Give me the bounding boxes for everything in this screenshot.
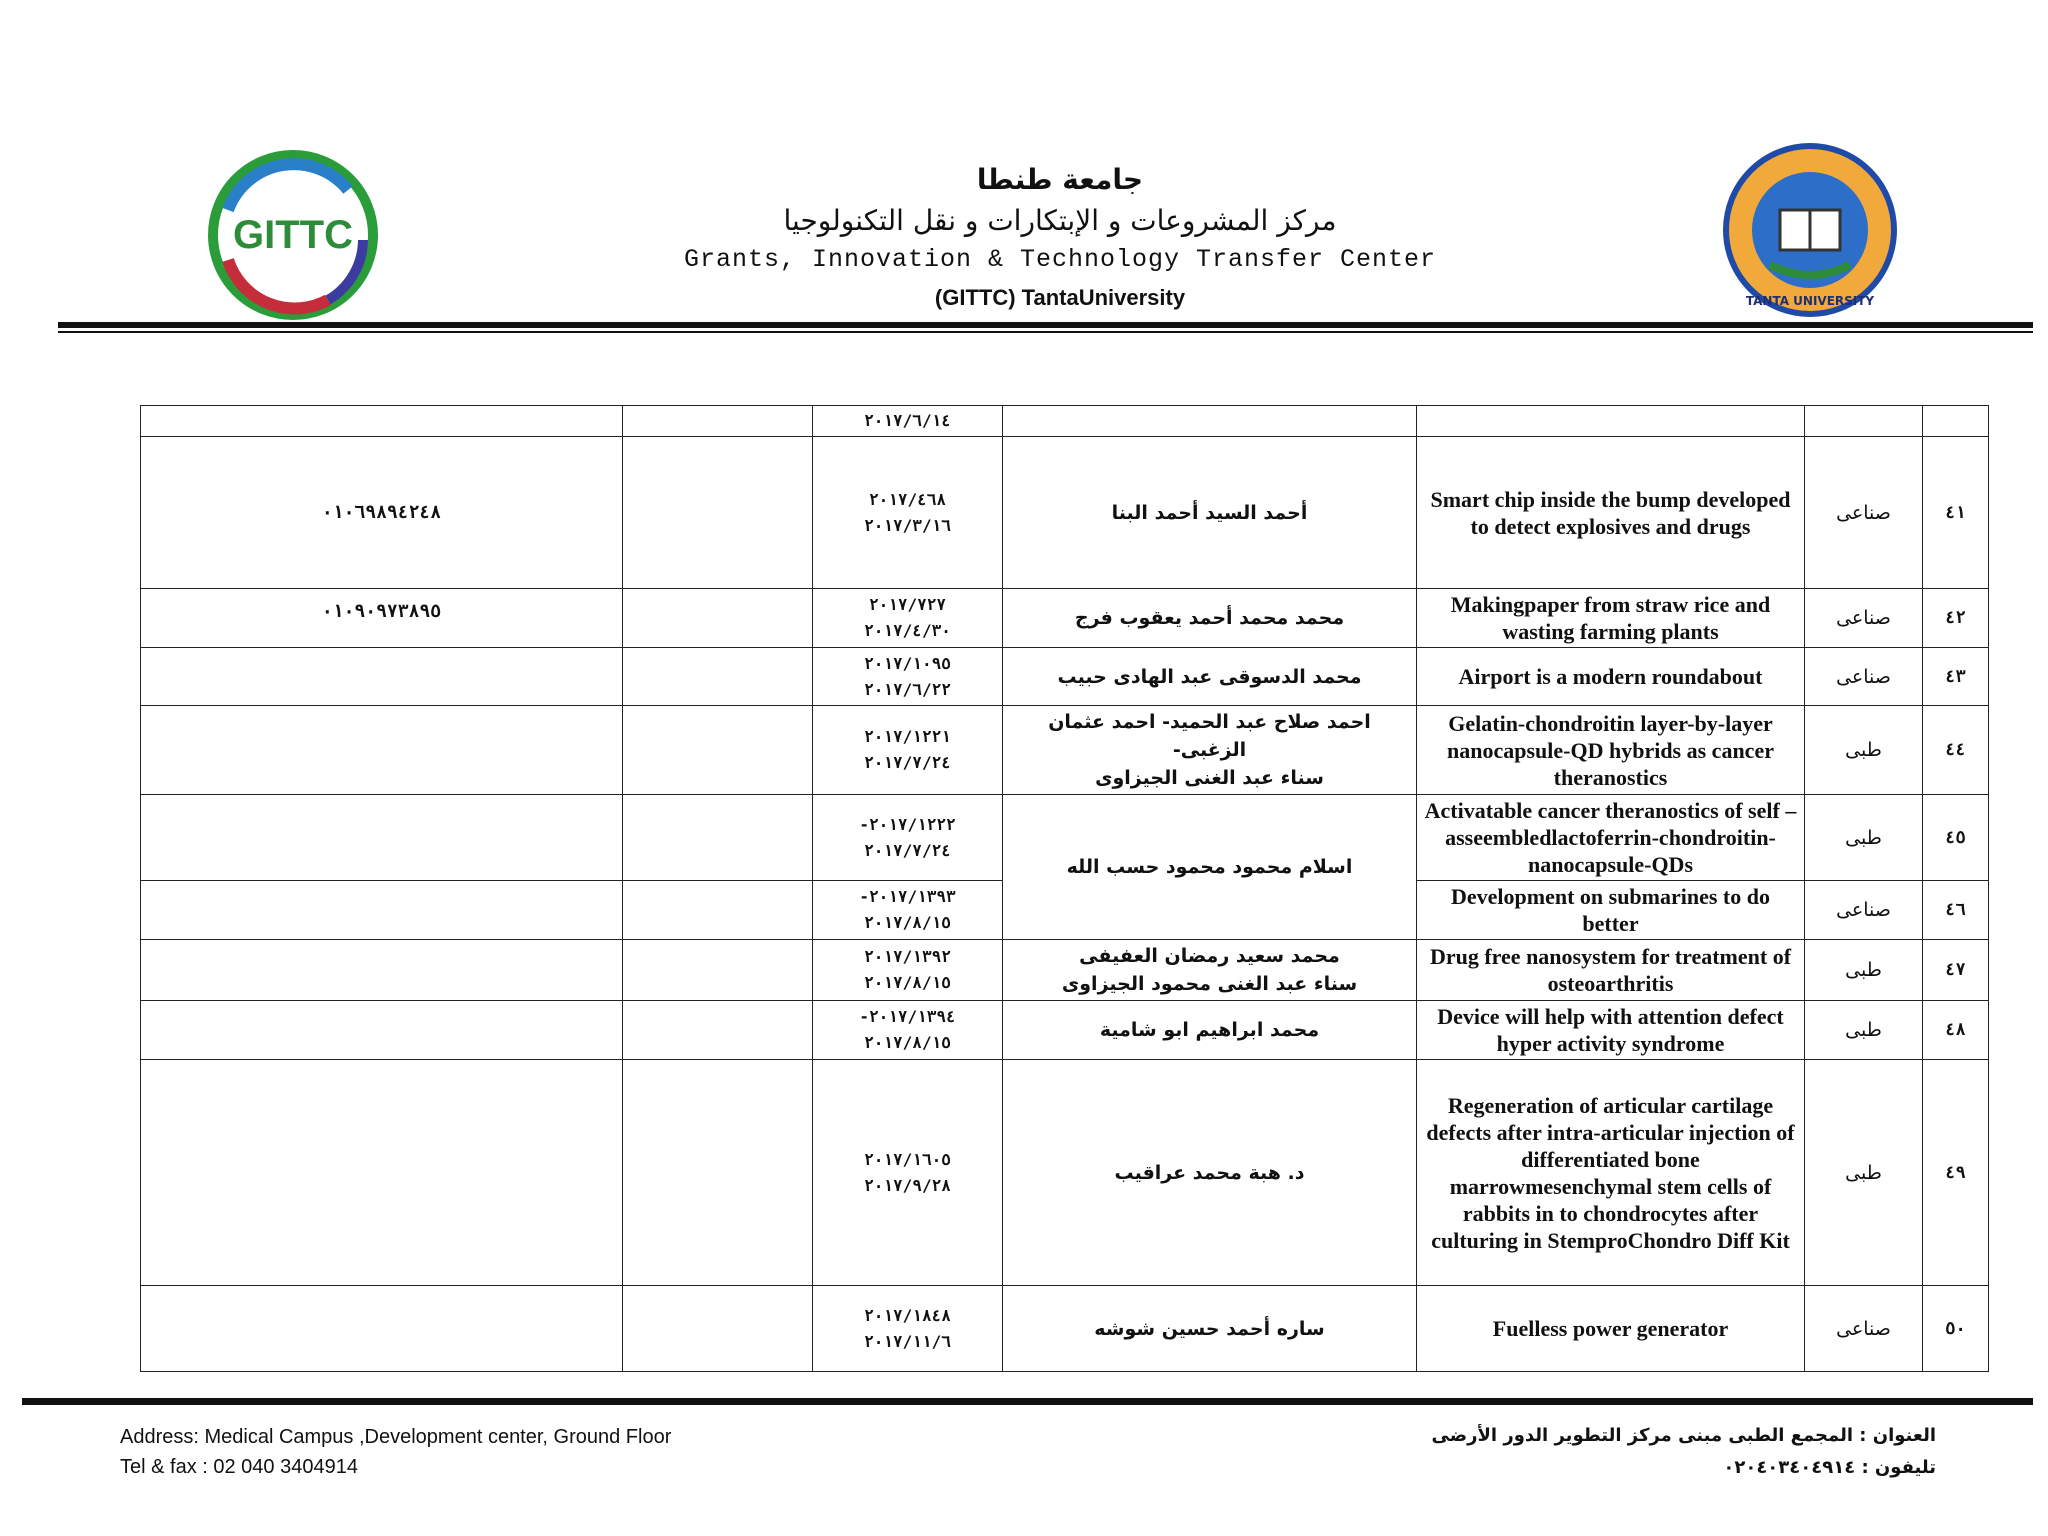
address-en: Address: Medical Campus ,Development center, Ground Floor [120, 1426, 672, 1448]
phone-cell [141, 706, 623, 795]
blank-cell [623, 1060, 813, 1286]
phone-cell [141, 1286, 623, 1372]
date-line: ٢٠١٧/١٨٤٨ [864, 1305, 951, 1325]
number-cell: ٤٤ [1923, 706, 1989, 795]
phone-cell [141, 1060, 623, 1286]
date-line: -٢٠١٧/١٢٢٢ [859, 814, 956, 834]
date-line: ٢٠١٧/١٢٢١ [864, 727, 951, 746]
title-cell: Makingpaper from straw rice and wasting farming plants [1417, 589, 1805, 648]
type-cell: طبى [1805, 795, 1923, 881]
table-row [141, 706, 1989, 795]
number-cell: ٤٩ [1923, 1060, 1989, 1286]
dates-cell [813, 1001, 1003, 1060]
type-cell: صناعى [1805, 589, 1923, 648]
names-cell [1003, 706, 1417, 795]
type-cell: طبى [1805, 940, 1923, 1001]
date-line: ٢٠١٧/٧/٢٤ [864, 753, 951, 772]
phone-cell: ٠١٠٦٩٨٩٤٢٤٨ [141, 437, 623, 589]
center-name-en: Grants, Innovation & Technology Transfer Center [683, 245, 1437, 274]
blank-cell [623, 1001, 813, 1060]
date-line: ٢٠١٧/١٠٩٥ [864, 653, 951, 673]
gittc-logo [208, 150, 378, 320]
letterhead-title [600, 160, 1520, 318]
table-row [141, 406, 1989, 437]
type-cell: صناعى [1805, 437, 1923, 589]
phone-cell [141, 648, 623, 706]
table-row [141, 437, 1989, 589]
title-cell: Gelatin-chondroitin layer-by-layer nanocapsule-QD hybrids as cancer theranostics [1417, 706, 1805, 795]
projects-table [140, 405, 1989, 1372]
number-cell: ٤٧ [1923, 940, 1989, 1001]
number-cell: ٤٣ [1923, 648, 1989, 706]
title-cell [1417, 406, 1805, 437]
names-cell [1003, 1001, 1417, 1060]
date-line: ٢٠١٧/٦/١٤ [864, 411, 951, 430]
names-cell [1003, 940, 1417, 1001]
gittc-logo-text: GITTC [233, 213, 353, 257]
date-line: ٢٠١٧/١٦٠٥ [864, 1149, 951, 1169]
blank-cell [623, 940, 813, 1001]
dates-cell [813, 795, 1003, 881]
title-cell: Smart chip inside the bump developed to detect explosives and drugs [1417, 437, 1805, 589]
name-line: أحمد السيد أحمد البنا [1111, 501, 1308, 524]
type-cell: صناعى [1805, 648, 1923, 706]
date-line: ٢٠١٧/١١/٦ [864, 1331, 951, 1351]
letterhead [0, 0, 2048, 340]
university-name-ar: جامعة طنطا [976, 163, 1144, 196]
phone-cell: ٠١٠٩٠٩٧٣٨٩٥ [141, 589, 623, 648]
dates-cell [813, 706, 1003, 795]
table-row [141, 1060, 1989, 1286]
phone-cell [141, 940, 623, 1001]
date-line: ٢٠١٧/١٣٩٢ [864, 947, 951, 966]
number-cell: ٥٠ [1923, 1286, 1989, 1372]
blank-cell [623, 706, 813, 795]
title-cell: Airport is a modern roundabout [1417, 648, 1805, 706]
phone-cell [141, 1001, 623, 1060]
dates-cell [813, 881, 1003, 940]
names-cell [1003, 406, 1417, 437]
table-row [141, 1286, 1989, 1372]
center-name-ar: مركز المشروعات و الإبتكارات و نقل التكنولوجيا [783, 204, 1337, 237]
name-line: اسلام محمود محمود حسب الله [1066, 856, 1353, 878]
phone-cell [141, 881, 623, 940]
tanta-logo-text: TANTA UNIVERSITY [1745, 294, 1875, 308]
blank-cell [623, 437, 813, 589]
type-cell: طبى [1805, 706, 1923, 795]
title-cell: Regeneration of articular cartilage defects after intra-articular injection of differentiated bone marrowmesenchymal stem cells of rabbits in to chondrocytes after culturing in StemproChondro Diff Kit [1417, 1060, 1805, 1286]
type-cell: صناعى [1805, 881, 1923, 940]
name-line: ساره أحمد حسين شوشه [1094, 1317, 1325, 1340]
blank-cell [623, 648, 813, 706]
number-cell: ٤٦ [1923, 881, 1989, 940]
names-cell [1003, 1060, 1417, 1286]
name-line: احمد صلاح عبد الحميد- احمد عثمان الزغبى- [1048, 711, 1371, 761]
number-cell: ٤١ [1923, 437, 1989, 589]
blank-cell [623, 1286, 813, 1372]
date-line: ٢٠١٧/٧٢٧ [868, 595, 947, 614]
names-cell [1003, 1286, 1417, 1372]
footer-ar [1432, 1420, 1936, 1484]
names-cell [1003, 795, 1417, 940]
name-line: د. هبة محمد عراقيب [1114, 1161, 1305, 1184]
number-cell: ٤٨ [1923, 1001, 1989, 1060]
dates-cell [813, 406, 1003, 437]
name-line: محمد محمد أحمد يعقوب فرج [1074, 607, 1345, 629]
number-cell: ٤٢ [1923, 589, 1989, 648]
dates-cell [813, 940, 1003, 1001]
center-short-name: (GITTC) TantaUniversity [934, 285, 1186, 310]
title-cell: Device will help with attention defect hyper activity syndrome [1417, 1001, 1805, 1060]
name-line: محمد سعيد رمضان العفيفى [1079, 945, 1340, 967]
dates-cell [813, 1060, 1003, 1286]
type-cell: طبى [1805, 1001, 1923, 1060]
phone-cell [141, 795, 623, 881]
date-line: -٢٠١٧/١٣٩٣ [859, 887, 956, 906]
names-cell [1003, 648, 1417, 706]
name-line: محمد ابراهيم ابو شامية [1099, 1019, 1320, 1041]
footer-en [120, 1422, 671, 1482]
number-cell: ٤٥ [1923, 795, 1989, 881]
dates-cell [813, 648, 1003, 706]
dates-cell [813, 437, 1003, 589]
dates-cell [813, 589, 1003, 648]
table-row [141, 940, 1989, 1001]
footer-divider [22, 1398, 2033, 1405]
table-row [141, 648, 1989, 706]
title-cell: Fuelless power generator [1417, 1286, 1805, 1372]
date-line: ٢٠١٧/٦/٢٢ [864, 679, 951, 699]
dates-cell [813, 1286, 1003, 1372]
date-line: ٢٠١٧/٤٦٨ [868, 489, 947, 509]
date-line: -٢٠١٧/١٣٩٤ [859, 1007, 956, 1026]
title-cell: Activatable cancer theranostics of self –asseembledlactoferrin-chondroitin-nanocapsule-QDs [1417, 795, 1805, 881]
name-line: سناء عبد الغنى محمود الجيزاوى [1061, 973, 1358, 995]
name-line: سناء عبد الغنى الجيزاوى [1095, 767, 1324, 789]
tel-en: Tel & fax : 02 040 3404914 [120, 1456, 358, 1478]
date-line: ٢٠١٧/٩/٢٨ [864, 1175, 951, 1195]
header-divider-thin [58, 331, 2033, 333]
tanta-university-logo [1720, 140, 1900, 320]
table-row [141, 589, 1989, 648]
type-cell: صناعى [1805, 1286, 1923, 1372]
date-line: ٢٠١٧/٣/١٦ [864, 515, 951, 535]
tel-ar: تليفون : ٠٢٠٤٠٣٤٠٤٩١٤ [1723, 1457, 1936, 1478]
date-line: ٢٠١٧/٧/٢٤ [864, 840, 951, 860]
names-cell [1003, 589, 1417, 648]
blank-cell [623, 881, 813, 940]
date-line: ٢٠١٧/٨/١٥ [864, 1033, 951, 1052]
date-line: ٢٠١٧/٤/٣٠ [864, 621, 951, 640]
date-line: ٢٠١٧/٨/١٥ [864, 973, 951, 992]
date-line: ٢٠١٧/٨/١٥ [864, 913, 951, 932]
type-cell: طبى [1805, 1060, 1923, 1286]
header-divider [58, 322, 2033, 328]
address-ar: العنوان : المجمع الطبى مبنى مركز التطوير الدور الأرضى [1431, 1425, 1936, 1446]
blank-cell [623, 795, 813, 881]
blank-cell [623, 589, 813, 648]
number-cell [1923, 406, 1989, 437]
type-cell [1805, 406, 1923, 437]
title-cell: Development on submarines to do better [1417, 881, 1805, 940]
table-row [141, 1001, 1989, 1060]
blank-cell [623, 406, 813, 437]
name-line: محمد الدسوقى عبد الهادى حبيب [1057, 665, 1362, 688]
phone-cell [141, 406, 623, 437]
table-row [141, 795, 1989, 881]
names-cell [1003, 437, 1417, 589]
title-cell: Drug free nanosystem for treatment of osteoarthritis [1417, 940, 1805, 1001]
